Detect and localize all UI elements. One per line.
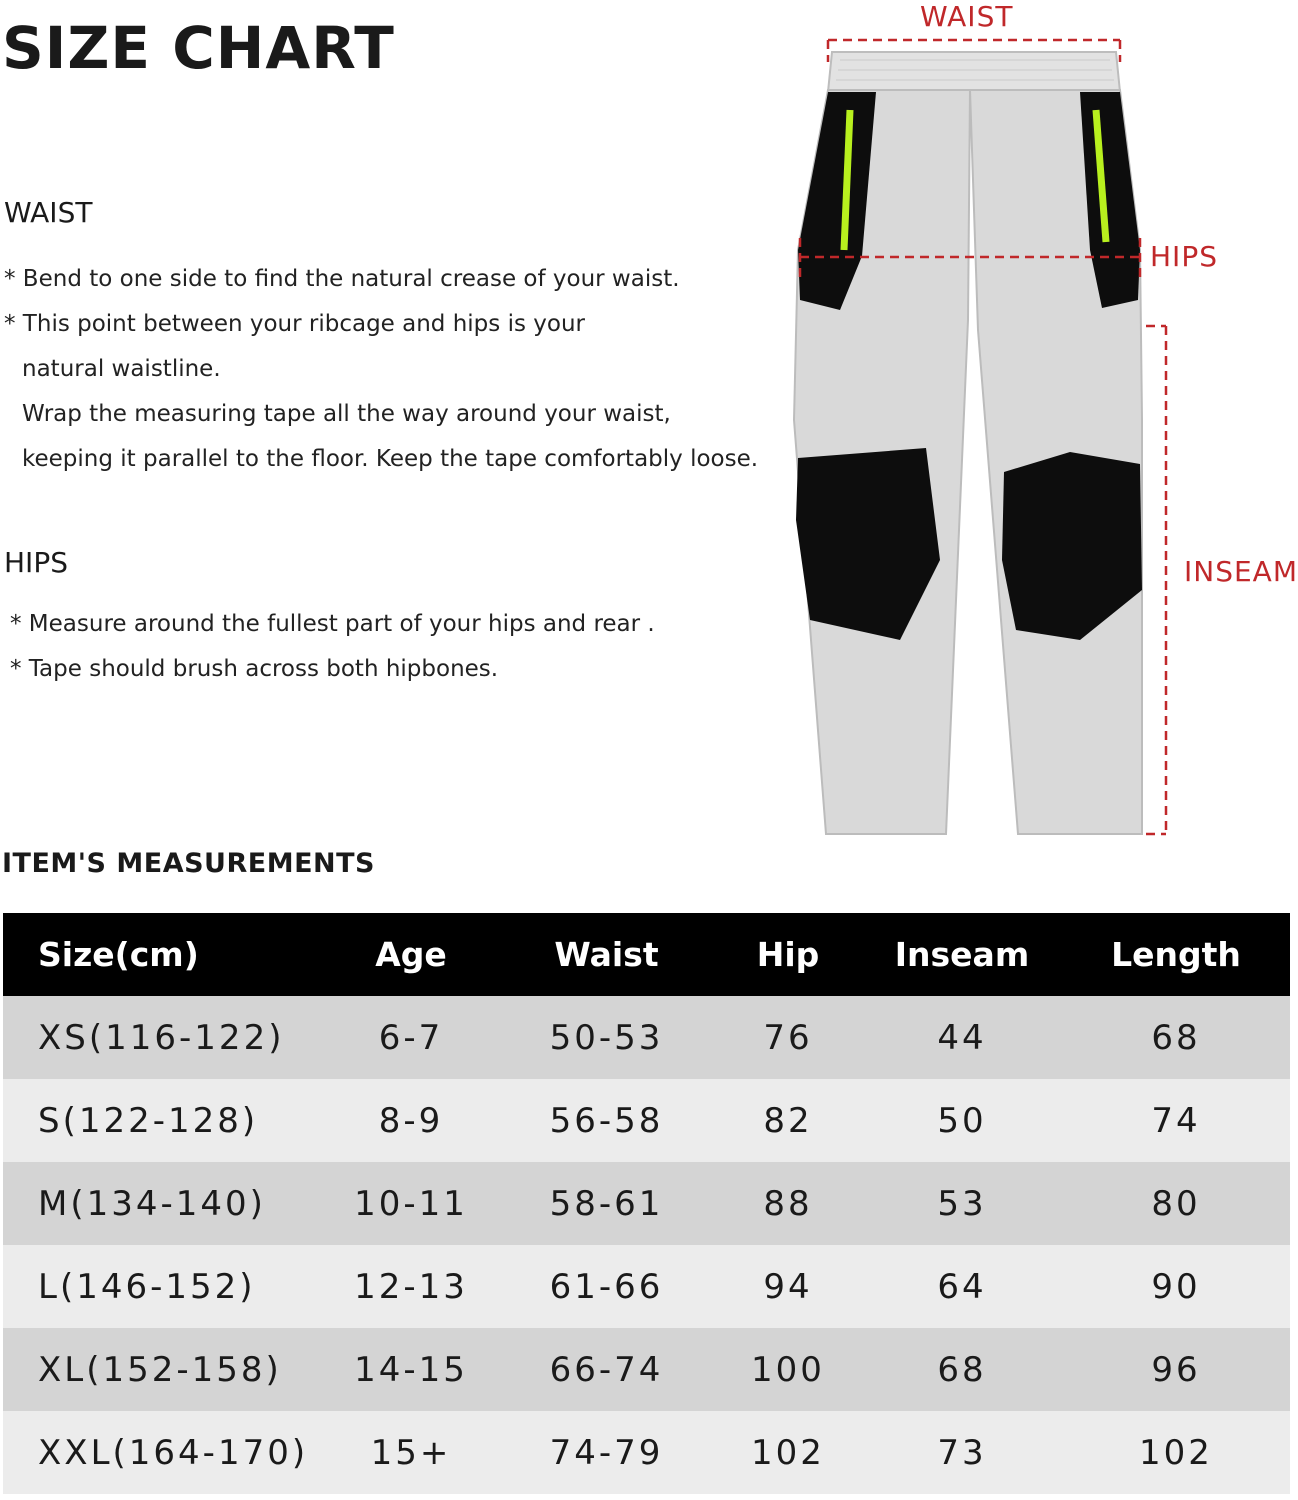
measurements-heading: ITEM'S MEASUREMENTS (2, 848, 375, 879)
inseam-cell: 50 (862, 1079, 1062, 1162)
inseam-cell: 64 (862, 1245, 1062, 1328)
waist-instruction-5: keeping it parallel to the floor. Keep the tape comfortably loose. (22, 446, 759, 472)
table-row (3, 1245, 1290, 1328)
hip-cell: 82 (714, 1079, 862, 1162)
pants-diagram (780, 0, 1298, 850)
age-cell: 8-9 (323, 1079, 499, 1162)
hips-instruction-2: * Tape should brush across both hipbones. (10, 656, 499, 682)
column-header-age: Age (323, 913, 499, 996)
inseam-cell: 68 (862, 1328, 1062, 1411)
waist-instruction-1: * Bend to one side to find the natural crease of your waist. (4, 266, 680, 292)
column-header-size: Size(cm) (3, 913, 323, 996)
size-cell: XS(116-122) (3, 996, 323, 1079)
age-cell: 6-7 (323, 996, 499, 1079)
pants-waistband (828, 52, 1120, 92)
size-cell: S(122-128) (3, 1079, 323, 1162)
size-cell: XL(152-158) (3, 1328, 323, 1411)
table-row (3, 1162, 1290, 1245)
length-cell: 90 (1062, 1245, 1290, 1328)
size-cell: M(134-140) (3, 1162, 323, 1245)
table-row (3, 1328, 1290, 1411)
hip-cell: 102 (714, 1411, 862, 1494)
pants-illustration (780, 0, 1298, 850)
waist-instruction-4: Wrap the measuring tape all the way around your waist, (22, 401, 671, 427)
age-cell: 10-11 (323, 1162, 499, 1245)
column-header-hip: Hip (714, 913, 862, 996)
hips-heading: HIPS (4, 546, 68, 579)
inseam-cell: 73 (862, 1411, 1062, 1494)
waist-heading: WAIST (4, 196, 93, 229)
waist-cell: 66-74 (499, 1328, 714, 1411)
hip-cell: 76 (714, 996, 862, 1079)
hip-cell: 94 (714, 1245, 862, 1328)
waist-cell: 56-58 (499, 1079, 714, 1162)
length-cell: 96 (1062, 1328, 1290, 1411)
waist-instruction-3: natural waistline. (22, 356, 221, 382)
column-header-length: Length (1062, 913, 1290, 996)
hip-cell: 100 (714, 1328, 862, 1411)
table-row (3, 996, 1290, 1079)
waist-cell: 74-79 (499, 1411, 714, 1494)
age-cell: 12-13 (323, 1245, 499, 1328)
waist-cell: 50-53 (499, 996, 714, 1079)
size-table (3, 913, 1290, 1494)
waist-cell: 61-66 (499, 1245, 714, 1328)
size-cell: L(146-152) (3, 1245, 323, 1328)
inseam-measure-line (1146, 326, 1166, 834)
age-cell: 14-15 (323, 1328, 499, 1411)
table-row (3, 1079, 1290, 1162)
page-title: SIZE CHART (2, 14, 395, 82)
table-row (3, 1411, 1290, 1494)
column-header-inseam: Inseam (862, 913, 1062, 996)
length-cell: 80 (1062, 1162, 1290, 1245)
inseam-cell: 44 (862, 996, 1062, 1079)
waist-label: WAIST (920, 0, 1014, 33)
length-cell: 74 (1062, 1079, 1290, 1162)
inseam-label: INSEAM (1184, 555, 1298, 588)
hip-cell: 88 (714, 1162, 862, 1245)
size-cell: XXL(164-170) (3, 1411, 323, 1494)
hips-instruction-1: * Measure around the fullest part of your hips and rear . (10, 611, 655, 637)
inseam-cell: 53 (862, 1162, 1062, 1245)
age-cell: 15+ (323, 1411, 499, 1494)
table-header-row (3, 913, 1290, 996)
waist-cell: 58-61 (499, 1162, 714, 1245)
column-header-waist: Waist (499, 913, 714, 996)
waist-instruction-2: * This point between your ribcage and hips is your (4, 311, 585, 337)
length-cell: 102 (1062, 1411, 1290, 1494)
hips-label: HIPS (1150, 240, 1218, 273)
length-cell: 68 (1062, 996, 1290, 1079)
